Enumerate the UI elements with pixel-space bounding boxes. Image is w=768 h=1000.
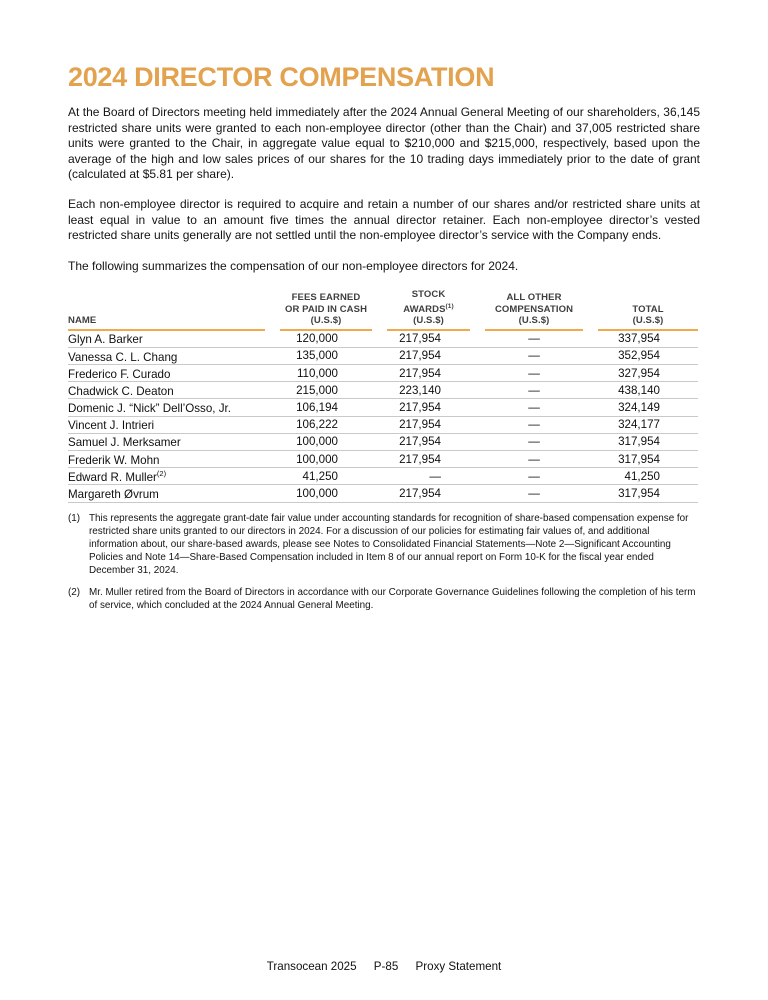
all-other-compensation-cell: — — [528, 349, 540, 363]
total-cell: 352,954 — [618, 349, 660, 363]
stock-awards-cell: 217,954 — [399, 486, 441, 500]
total-cell: 327,954 — [618, 366, 660, 380]
footnote-2-text: Mr. Muller retired from the Board of Directors in accordance with our Corporate Governance Guidelines following the completion of his term of service, which concluded at the 2024 Annual General Meeting. — [89, 586, 696, 611]
table-row — [68, 417, 698, 434]
stock-awards-cell: 217,954 — [399, 418, 441, 432]
table-row — [68, 331, 698, 348]
table-row — [68, 485, 698, 502]
footer-page-number: P-85 — [373, 960, 399, 973]
director-name-cell: Glyn A. Barker — [68, 333, 143, 347]
all-other-compensation-cell: — — [528, 418, 540, 432]
all-other-compensation-cell: — — [528, 383, 540, 397]
total-cell: 337,954 — [618, 332, 660, 346]
stock-awards-cell: 217,954 — [399, 366, 441, 380]
fees-earned-cell: 110,000 — [296, 366, 338, 380]
total-cell: 41,250 — [624, 469, 660, 483]
fees-earned-cell: 106,194 — [296, 401, 338, 414]
footer-document-name: Proxy Statement — [415, 960, 502, 973]
stock-awards-cell: 217,954 — [399, 349, 441, 363]
table-row — [68, 451, 698, 468]
footnote-ref-1: (1) — [445, 302, 454, 310]
fees-earned-cell: 215,000 — [296, 383, 338, 397]
footnote-1 — [68, 512, 700, 577]
total-cell: 317,954 — [618, 452, 660, 466]
table-row — [68, 468, 698, 485]
all-other-compensation-cell: — — [528, 469, 540, 483]
paragraph-ownership-requirement: Each non-employee director is required to acquire and retain a number of our shares and/or restricted share units at least equal in value to an amount five times the annual director retainer. Each non-employee director’s vested restricted share units generally are not settled until the non-employee director’s service with the Company ends. — [68, 197, 700, 243]
all-other-compensation-cell: — — [528, 366, 540, 380]
table-row — [68, 365, 698, 382]
stock-awards-cell: 223,140 — [399, 383, 441, 397]
column-header-fees: FEES EARNED OR PAID IN CASH (U.S.$) — [280, 292, 372, 331]
table-header-row — [68, 289, 698, 331]
table-row — [68, 399, 698, 416]
page-footer — [0, 960, 768, 973]
all-other-compensation-cell: — — [528, 401, 540, 414]
footnote-2-marker: (2) — [68, 586, 81, 598]
total-cell: 317,954 — [618, 486, 660, 500]
fees-earned-cell: 41,250 — [302, 469, 338, 483]
director-name-cell: Frederik W. Mohn — [68, 453, 160, 467]
all-other-compensation-cell: — — [528, 486, 540, 500]
footnote-1-marker: (1) — [68, 512, 81, 524]
footnote-1-text: This represents the aggregate grant-date fair value under accounting standards for recognition of share-based compensation expense for restricted share units granted to our directors in 2024. For a discussion of our policies for estimating fair values of, and additional information about, our share-based awards, please see Notes to Consolidated Financial Statements—Note 2—Significant Accounting Policies and Note 14—Share-Based Compensation included in Item 8 of our annual report on Form 10-K for the fiscal year ended December 31, 2024. — [89, 512, 689, 576]
table-body — [68, 331, 698, 503]
director-compensation-table — [68, 289, 698, 503]
stock-awards-cell: 217,954 — [399, 435, 441, 449]
footnotes-section — [68, 512, 700, 612]
stock-awards-cell: 217,954 — [399, 332, 441, 346]
total-cell: 317,954 — [618, 435, 660, 449]
director-name-cell: Chadwick C. Deaton — [68, 384, 174, 398]
footer-company: Transocean 2025 — [266, 960, 357, 973]
fees-earned-cell: 100,000 — [296, 452, 338, 466]
all-other-compensation-cell: — — [528, 332, 540, 346]
footnote-ref-marker: (2) — [156, 468, 167, 478]
director-name-cell: Frederico F. Curado — [68, 367, 171, 381]
fees-earned-cell: 100,000 — [296, 486, 338, 500]
page-title: 2024 DIRECTOR COMPENSATION — [68, 62, 495, 92]
fees-earned-cell: 100,000 — [296, 435, 338, 449]
column-header-total: TOTAL (U.S.$) — [598, 304, 698, 331]
total-cell: 438,140 — [618, 383, 660, 397]
table-row — [68, 348, 698, 365]
stock-awards-cell: — — [429, 469, 441, 483]
all-other-compensation-cell: — — [528, 435, 540, 449]
column-header-all-other: ALL OTHER COMPENSATION (U.S.$) — [485, 292, 583, 331]
director-name-cell: Domenic J. “Nick” Dell’Osso, Jr. — [68, 401, 231, 415]
table-row — [68, 434, 698, 451]
column-header-name: NAME — [68, 315, 265, 331]
director-name-cell: Vanessa C. L. Chang — [68, 350, 178, 364]
fees-earned-cell: 135,000 — [296, 349, 338, 363]
fees-earned-cell: 120,000 — [296, 332, 338, 346]
director-name-cell: Samuel J. Merksamer — [68, 436, 181, 450]
all-other-compensation-cell: — — [528, 452, 540, 466]
stock-awards-cell: 217,954 — [399, 401, 441, 414]
paragraph-grant-summary: At the Board of Directors meeting held immediately after the 2024 Annual General Meeting of our shareholders, 36,145 restricted share units were granted to each non-employee director (other than the Chair) and 37,005 restricted share units were granted to the Chair, in aggregate value equal to $210,000 and $215,000, respectively, based upon the average of the high and low sales prices of our shares for the 10 trading days immediately prior to the date of grant (calculated at $5.81 per share). — [68, 105, 700, 181]
director-name-cell: Margareth Øvrum — [68, 487, 159, 501]
total-cell: 324,149 — [618, 401, 660, 414]
column-header-stock-awards: STOCK AWARDS$^{(1)}$ (U.S.$) — [387, 289, 470, 331]
paragraph-table-leadin: The following summarizes the compensation of our non-employee directors for 2024. — [68, 258, 519, 273]
table-row — [68, 382, 698, 399]
stock-awards-cell: 217,954 — [399, 452, 441, 466]
director-name-cell: Edward R. Muller$^{(2)}$ — [68, 468, 167, 484]
total-cell: 324,177 — [618, 418, 660, 432]
footnote-2 — [68, 586, 700, 612]
fees-earned-cell: 106,222 — [296, 418, 338, 432]
director-name-cell: Vincent J. Intrieri — [68, 419, 155, 433]
